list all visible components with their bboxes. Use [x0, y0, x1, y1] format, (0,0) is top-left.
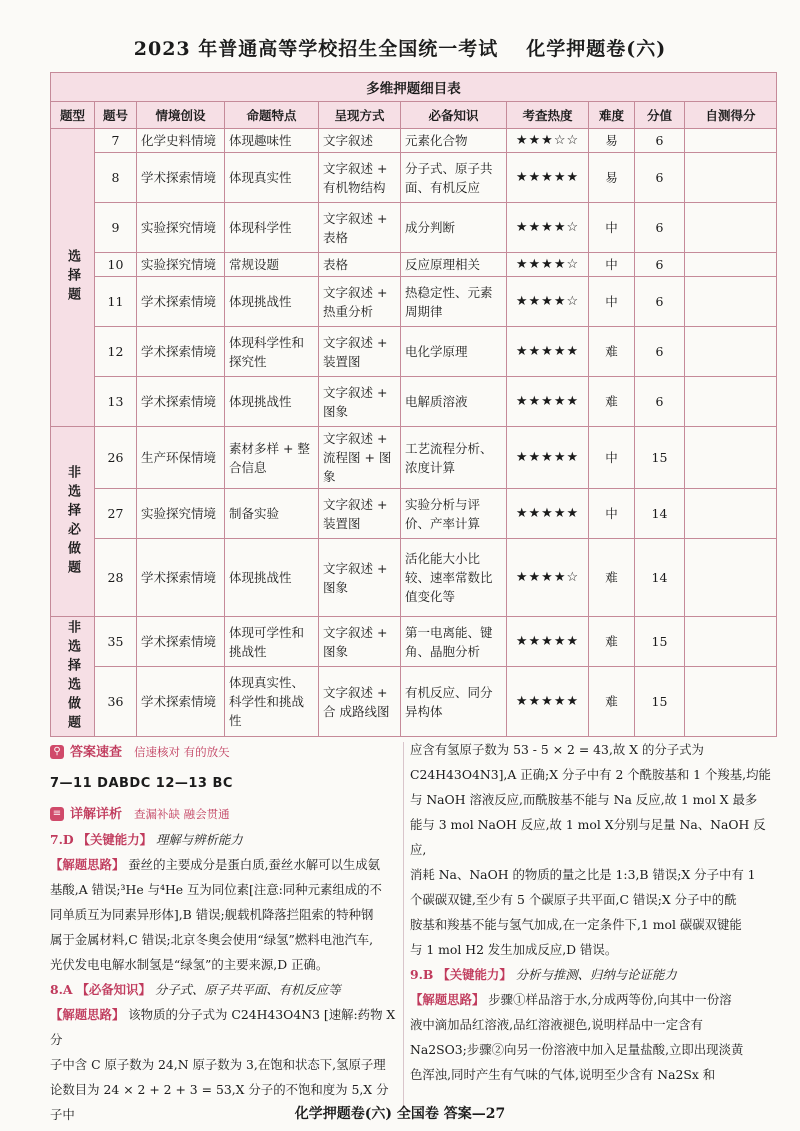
cell-self[interactable]	[685, 153, 777, 203]
q8-line-1	[50, 1002, 398, 1052]
cell-heat: ★★★★☆	[507, 253, 589, 277]
table-row	[51, 203, 777, 253]
cell-diff: 中	[589, 253, 635, 277]
right-column	[410, 737, 776, 1087]
cell-present: 表格	[319, 253, 401, 277]
q8-tagtext: 分子式、原子共平面、有机反应等	[154, 981, 341, 997]
cell-diff: 中	[589, 489, 635, 539]
cell-knowledge: 有机反应、同分异构体	[401, 667, 507, 737]
cell-scene: 实验探究情境	[137, 203, 225, 253]
cell-feature: 体现真实性	[225, 153, 319, 203]
q7-line-1	[50, 852, 398, 877]
cell-present: 文字叙述 + 装置图	[319, 489, 401, 539]
cell-scene: 学术探索情境	[137, 153, 225, 203]
cell-scene: 学术探索情境	[137, 277, 225, 327]
cell-present: 文字叙述	[319, 129, 401, 153]
q9-line-4: 色浑浊,同时产生有气味的气体,说明至少含有 Na2Sx 和	[410, 1067, 716, 1082]
column-header: 分值	[635, 102, 685, 129]
cell-feature: 体现趣味性	[225, 129, 319, 153]
q7-text-1: 蚕丝的主要成分是蛋白质,蚕丝水解可以生成氨	[128, 856, 381, 872]
page-footer: 化学押题卷(六) 全国卷 答案—27	[294, 1106, 506, 1122]
cell-scene: 学术探索情境	[137, 617, 225, 667]
cell-heat: ★★★★★	[507, 377, 589, 427]
cell-num: 11	[95, 277, 137, 327]
left-column	[50, 737, 398, 1127]
cell-knowledge: 活化能大小比较、速率常数比值变化等	[401, 539, 507, 617]
cell-heat: ★★★★★	[507, 153, 589, 203]
table-row	[51, 153, 777, 203]
cell-diff: 难	[589, 327, 635, 377]
cell-num: 35	[95, 617, 137, 667]
cell-self[interactable]	[685, 129, 777, 153]
cell-num: 12	[95, 327, 137, 377]
table-row	[51, 617, 777, 667]
cell-num: 28	[95, 539, 137, 617]
cell-present: 文字叙述 + 热重分析	[319, 277, 401, 327]
cell-self[interactable]	[685, 539, 777, 617]
cell-present: 文字叙述 + 流程图 + 图象	[319, 427, 401, 489]
cell-feature: 常规设题	[225, 253, 319, 277]
cell-self[interactable]	[685, 253, 777, 277]
column-header: 必备知识	[401, 102, 507, 129]
cell-scene: 学术探索情境	[137, 667, 225, 737]
q8-text-1: 该物质的分子式为 C24H43O4N3 [速解:药物 X 分	[50, 1006, 396, 1047]
cell-present: 文字叙述 + 有机物结构	[319, 153, 401, 203]
r-line-2: C24H43O4N3],A 正确;X 分子中有 2 个酰胺基和 1 个羧基,均能	[410, 767, 771, 782]
cell-self[interactable]	[685, 203, 777, 253]
search-icon: ⚲	[50, 745, 64, 759]
cell-knowledge: 实验分析与评价、产率计算	[401, 489, 507, 539]
column-header: 命题特点	[225, 102, 319, 129]
r-line-6: 个碳碳双键,至少有 5 个碳原子共平面,C 错误;X 分子中的酰	[410, 892, 737, 907]
cell-self[interactable]	[685, 277, 777, 327]
cell-self[interactable]	[685, 427, 777, 489]
cell-present: 文字叙述 + 图象	[319, 539, 401, 617]
cell-heat: ★★★★★	[507, 667, 589, 737]
cell-feature: 体现真实性、科学性和挑战性	[225, 667, 319, 737]
page-title	[0, 34, 800, 61]
cell-knowledge: 电化学原理	[401, 327, 507, 377]
r-line-4: 能与 3 mol NaOH 反应,故 1 mol X分别与足量 Na、NaOH 反应,	[410, 817, 766, 857]
cell-knowledge: 电解质溶液	[401, 377, 507, 427]
cell-scene: 实验探究情境	[137, 253, 225, 277]
q7-heading	[50, 827, 398, 852]
quick-answer-header	[50, 740, 230, 765]
r-line-3: 与 NaOH 溶液反应,而酰胺基不能与 Na 反应,故 1 mol X 最多	[410, 792, 758, 807]
q7-line-4: 属于金属材料,C 错误;北京冬奥会使用“绿氢”燃料电池汽车,	[50, 931, 374, 947]
table-row	[51, 667, 777, 737]
cell-scene: 化学史料情境	[137, 129, 225, 153]
cell-diff: 中	[589, 203, 635, 253]
cell-present: 文字叙述 + 装置图	[319, 327, 401, 377]
column-header: 题号	[95, 102, 137, 129]
table-row	[51, 427, 777, 489]
q9-line-1	[410, 987, 776, 1012]
table-row	[51, 253, 777, 277]
cell-knowledge: 元素化合物	[401, 129, 507, 153]
cell-score: 15	[635, 667, 685, 737]
q9-tag: 【关键能力】	[437, 967, 512, 982]
cell-scene: 学术探索情境	[137, 539, 225, 617]
r-line-5: 消耗 Na、NaOH 的物质的量之比是 1:3,B 错误;X 分子中有 1	[410, 867, 756, 882]
cell-feature: 素材多样 + 整合信息	[225, 427, 319, 489]
cell-knowledge: 分子式、原子共面、有机反应	[401, 153, 507, 203]
cell-feature: 体现科学性和探究性	[225, 327, 319, 377]
cell-num: 10	[95, 253, 137, 277]
q8-tag: 【必备知识】	[76, 981, 151, 997]
cell-present: 文字叙述 + 表格	[319, 203, 401, 253]
cell-score: 6	[635, 277, 685, 327]
cell-present: 文字叙述 + 图象	[319, 377, 401, 427]
cell-feature: 体现挑战性	[225, 277, 319, 327]
question-type-cell: 非选择选做题	[51, 617, 95, 737]
exam-subtitle: 化学押题卷(六)	[526, 38, 667, 60]
cell-self[interactable]	[685, 617, 777, 667]
q8-heading	[50, 977, 398, 1002]
cell-diff: 难	[589, 667, 635, 737]
table-caption: 多维押题细目表	[51, 73, 777, 102]
q8-line-2: 子中含 C 原子数为 24,N 原子数为 3,在饱和状态下,氢原子理	[50, 1056, 386, 1072]
column-header: 呈现方式	[319, 102, 401, 129]
column-header: 难度	[589, 102, 635, 129]
cell-score: 15	[635, 617, 685, 667]
column-header: 情境创设	[137, 102, 225, 129]
analysis-header	[50, 802, 230, 827]
q8-idea-tag: 【解题思路】	[50, 1006, 125, 1022]
cell-scene: 学术探索情境	[137, 377, 225, 427]
cell-score: 14	[635, 539, 685, 617]
cell-scene: 学术探索情境	[137, 327, 225, 377]
cell-knowledge: 工艺流程分析、浓度计算	[401, 427, 507, 489]
exam-title: 2023 年普通高等学校招生全国统一考试	[133, 38, 499, 60]
cell-heat: ★★★★★	[507, 327, 589, 377]
q7-tagtext: 理解与辨析能力	[155, 831, 243, 847]
cell-knowledge: 反应原理相关	[401, 253, 507, 277]
q9-text-1: 步骤①样品溶于水,分成两等份,向其中一份溶	[488, 992, 732, 1007]
table-row	[51, 377, 777, 427]
cell-feature: 体现挑战性	[225, 539, 319, 617]
cell-feature: 体现科学性	[225, 203, 319, 253]
cell-self[interactable]	[685, 489, 777, 539]
cell-diff: 难	[589, 617, 635, 667]
cell-diff: 易	[589, 153, 635, 203]
q7-idea-tag: 【解题思路】	[50, 856, 125, 872]
analysis-subtitle: 查漏补缺 融会贯通	[134, 806, 230, 821]
q7-tag: 【关键能力】	[77, 831, 152, 847]
q9-line-3: Na2SO3;步骤②向另一份溶液中加入足量盐酸,立即出现淡黄	[410, 1042, 744, 1057]
cell-score: 6	[635, 153, 685, 203]
column-header: 自测得分	[685, 102, 777, 129]
q7-line-3: 同单质互为同素异形体],B 错误;舰载机降落拦阻索的特种钢	[50, 906, 374, 922]
detail-table	[50, 72, 777, 737]
r-line-7: 胺基和羧基不能与氢气加成,在一定条件下,1 mol 碳碳双键能	[410, 917, 742, 932]
cell-knowledge: 热稳定性、元素周期律	[401, 277, 507, 327]
cell-heat: ★★★★★	[507, 489, 589, 539]
table-row	[51, 129, 777, 153]
quick-answer-title: 答案速查	[70, 744, 123, 760]
cell-knowledge: 第一电离能、键角、晶胞分析	[401, 617, 507, 667]
r-line-8: 与 1 mol H2 发生加成反应,D 错误。	[410, 942, 618, 957]
cell-diff: 中	[589, 427, 635, 489]
cell-score: 6	[635, 253, 685, 277]
cell-diff: 中	[589, 277, 635, 327]
q7-line-2: 基酸,A 错误;³He 与⁴He 互为同位素[注意:同种元素组成的不	[50, 881, 382, 897]
q7-line-5: 光伏发电电解水制氢是“绿氢”的主要来源,D 正确。	[50, 956, 329, 972]
document-icon: ≡	[50, 807, 64, 821]
cell-score: 6	[635, 129, 685, 153]
cell-heat: ★★★★★	[507, 427, 589, 489]
cell-diff: 难	[589, 377, 635, 427]
q9-idea-tag: 【解题思路】	[410, 992, 485, 1007]
cell-present: 文字叙述 + 合 成路线图	[319, 667, 401, 737]
cell-diff: 难	[589, 539, 635, 617]
cell-self[interactable]	[685, 377, 777, 427]
cell-score: 6	[635, 327, 685, 377]
cell-self[interactable]	[685, 667, 777, 737]
table-row	[51, 489, 777, 539]
cell-heat: ★★★★☆	[507, 203, 589, 253]
table-row	[51, 539, 777, 617]
question-type-cell: 选择题	[51, 129, 95, 427]
q9-tagtext: 分析与推测、归纳与论证能力	[515, 967, 677, 982]
cell-num: 36	[95, 667, 137, 737]
cell-score: 6	[635, 203, 685, 253]
cell-heat: ★★★★☆	[507, 277, 589, 327]
cell-num: 26	[95, 427, 137, 489]
column-header: 考查热度	[507, 102, 589, 129]
cell-feature: 体现可学性和挑战性	[225, 617, 319, 667]
cell-num: 27	[95, 489, 137, 539]
quick-answers: 7—11 DABDC 12—13 BC	[50, 775, 233, 791]
cell-score: 14	[635, 489, 685, 539]
cell-num: 7	[95, 129, 137, 153]
cell-scene: 生产环保情境	[137, 427, 225, 489]
cell-heat: ★★★★★	[507, 617, 589, 667]
column-header: 题型	[51, 102, 95, 129]
question-type-cell: 非选择必做题	[51, 427, 95, 617]
cell-present: 文字叙述 + 图象	[319, 617, 401, 667]
cell-num: 13	[95, 377, 137, 427]
cell-score: 15	[635, 427, 685, 489]
cell-self[interactable]	[685, 327, 777, 377]
quick-answer-subtitle: 信速核对 有的放矢	[134, 744, 230, 759]
q9-line-2: 液中滴加品红溶液,品红溶液褪色,说明样品中一定含有	[410, 1017, 703, 1032]
cell-heat: ★★★★☆	[507, 539, 589, 617]
cell-knowledge: 成分判断	[401, 203, 507, 253]
cell-scene: 实验探究情境	[137, 489, 225, 539]
q7-answer: 7.D	[50, 831, 74, 847]
table-row	[51, 277, 777, 327]
table-row	[51, 327, 777, 377]
q8-line-3: 论数目为 24 × 2 + 2 + 3 = 53,X 分子的不饱和度为 5,X 分子中	[50, 1081, 389, 1122]
cell-feature: 体现挑战性	[225, 377, 319, 427]
cell-diff: 易	[589, 129, 635, 153]
cell-num: 9	[95, 203, 137, 253]
q9-answer: 9.B	[410, 967, 434, 982]
q8-answer: 8.A	[50, 981, 73, 997]
cell-heat: ★★★☆☆	[507, 129, 589, 153]
cell-score: 6	[635, 377, 685, 427]
cell-num: 8	[95, 153, 137, 203]
cell-feature: 制备实验	[225, 489, 319, 539]
analysis-title: 详解详析	[70, 806, 123, 822]
r-line-1: 应含有氢原子数为 53 - 5 × 2 = 43,故 X 的分子式为	[410, 742, 704, 757]
q9-heading	[410, 962, 776, 987]
